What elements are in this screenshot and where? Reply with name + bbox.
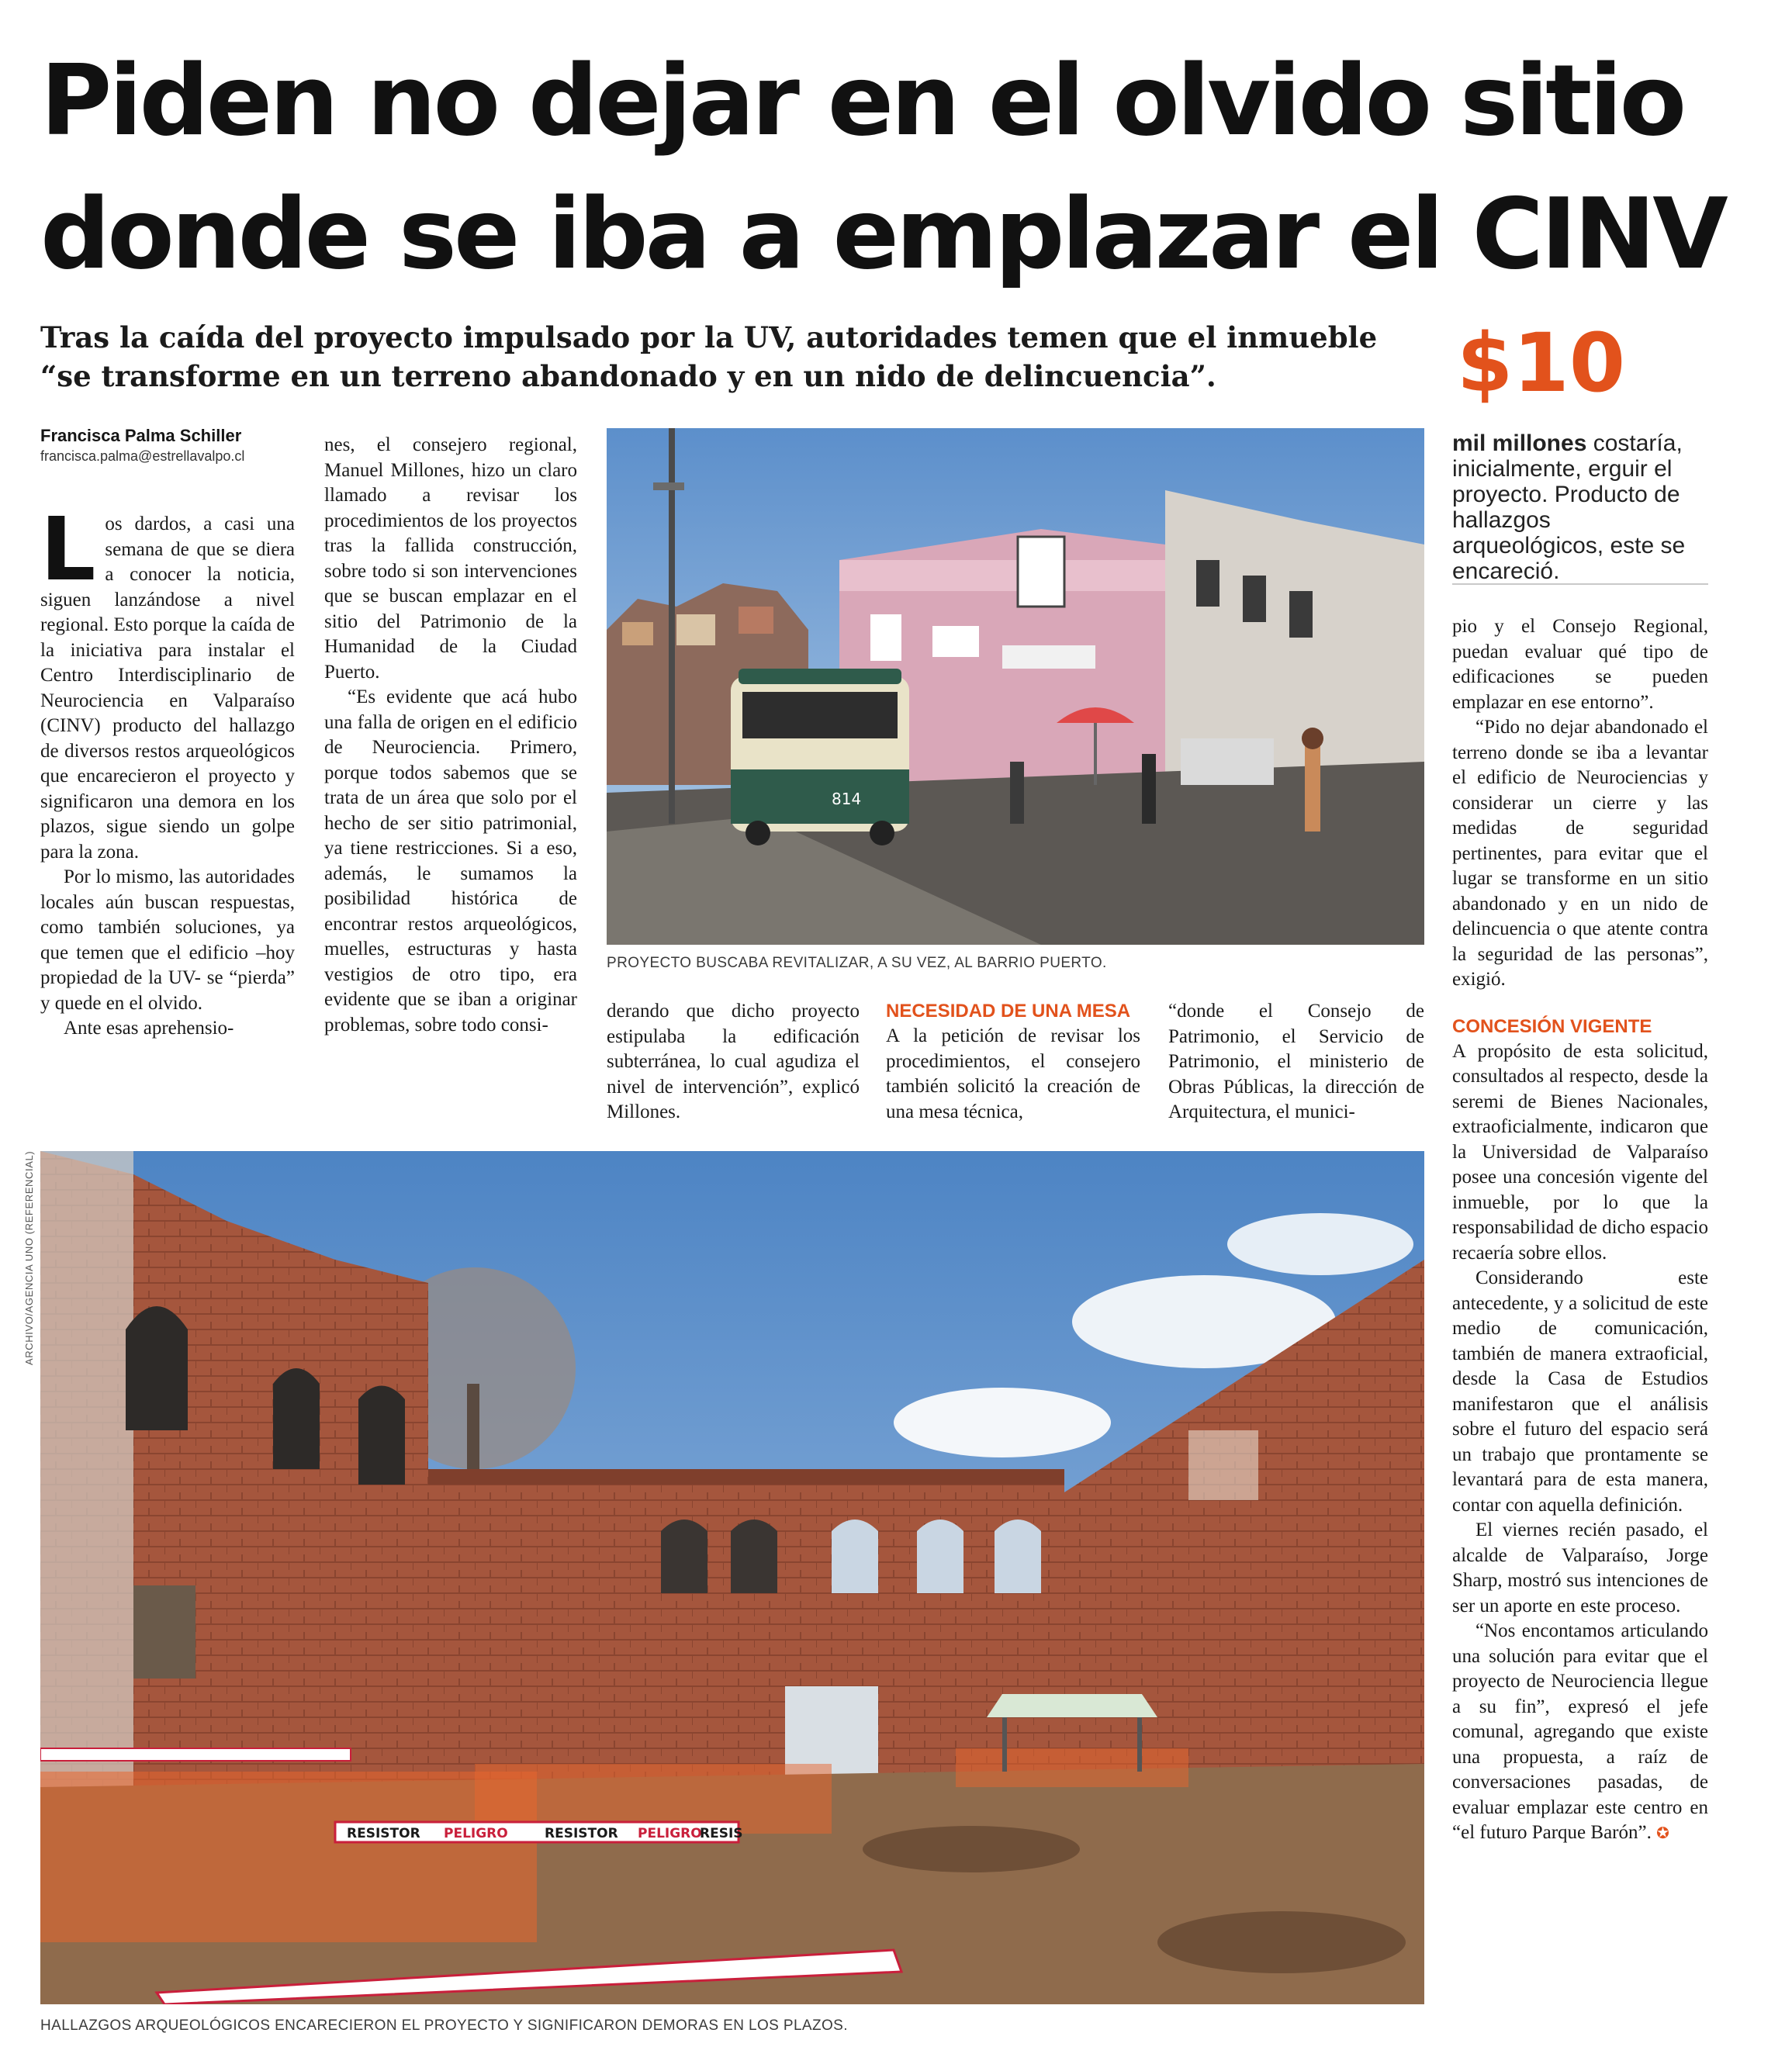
article-column-6: [1452, 614, 1708, 2042]
col6-paragraph-3: A propósito de esta solicitud, consultados al respecto, desde la seremi de Bienes Nacionales, extraoficialmente, indicaron que la Universidad de Valparaíso posee una concesión vigente del inmueble, por lo que la responsabilidad de dicho espacio recaería sobre ellos.: [1452, 1040, 1708, 1264]
col6-paragraph-2: “Pido no dejar abandonado el terreno donde se iba a levantar el edificio de Neurociencias y considerar un cierre y las medidas de seguridad pertinentes, para evitar que el lugar se transforme en un sitio abandonado y en un nido de delincuencia o que atente contra la seguridad de las personas”, exigió.: [1452, 717, 1708, 990]
col6-paragraph-6-text: “Nos encontamos articulando una solución para evitar que el proyecto de Neurociencia llegue a su fin”, expresó el jefe comunal, agregando que existe una propuesta, a raíz de conversaciones pasadas, de evaluar emplazar este centro en “el futuro Parque Barón”.: [1452, 1620, 1708, 1843]
byline: [40, 425, 281, 467]
col1-paragraph-2: Por lo mismo, las autoridades locales aún buscan respuestas, como también soluciones, ya que temen que el edificio –hoy propiedad de la UV- se “pierda” y quede en el olvido.: [40, 866, 295, 1014]
dropcap: L: [40, 512, 96, 600]
col5-paragraph-1: “donde el Consejo de Patrimonio, el Servicio de Patrimonio, el ministerio de Obras Públicas, la dirección de Arquitectura, el munici-: [1168, 1001, 1424, 1122]
stat-value: $10: [1457, 316, 1626, 410]
article-column-5: [1168, 999, 1424, 1139]
deck-line-2: “se transforme en un terreno abandonado y en un nido de delincuencia”.: [40, 359, 1216, 393]
tape-word-3: RESISTOR: [545, 1826, 618, 1841]
col6-paragraph-1: pio y el Consejo Regional, puedan evaluar qué tipo de edificaciones se pueden emplazar en ese entorno”.: [1452, 616, 1708, 713]
author-name: Francisca Palma Schiller: [40, 426, 242, 445]
photo-credit: ARCHIVO/AGENCIA UNO (REFERENCIAL): [23, 1150, 35, 1365]
col6-paragraph-4: Considerando este antecedente, y a solicitud de este medio de comunicación, también de manera extraoficial, desde la Casa de Estudios manifestaron que el análisis sobre el futuro del espacio será un trabajo que prontamente se levantará para de esta manera, contar con aquella definición.: [1452, 1267, 1708, 1516]
headline-line-2: donde se iba a emplazar el CINV: [40, 177, 1725, 291]
subhead-concesion: CONCESIÓN VIGENTE: [1452, 1015, 1652, 1037]
stat-description: [1452, 430, 1708, 584]
article-column-2: [324, 433, 577, 1139]
tape-word-2: PELIGRO: [444, 1826, 508, 1841]
col3-paragraph-1: derando que dicho proyecto estipulaba la edificación subterránea, lo cual agudiza el nivel de intervención”, explicó Millones.: [607, 1001, 860, 1122]
tape-word-5: RESIS: [700, 1826, 743, 1841]
bottom-photo-caption: HALLAZGOS ARQUEOLÓGICOS ENCARECIERON EL PROYECTO Y SIGNIFICARON DEMORAS EN LOS PLAZOS.: [40, 2017, 848, 2034]
col1-paragraph-3: Ante esas aprehensio-: [64, 1018, 234, 1039]
col6-paragraph-6: [1452, 1619, 1708, 1846]
street-scene-image: [607, 428, 1424, 945]
subhead-necesidad: NECESIDAD DE UNA MESA: [886, 1001, 1131, 1022]
article-column-1: [40, 512, 295, 1140]
article-column-3: [607, 999, 860, 1139]
deck-line-1: Tras la caída del proyecto impulsado por la UV, autoridades temen que el inmueble: [40, 320, 1378, 354]
stat-lead: mil millones: [1452, 430, 1587, 456]
col2-paragraph-1: nes, el consejero regional, Manuel Millones, hizo un claro llamado a revisar los procedimientos de los proyectos tras la fallida construcción, sobre todo si son intervenciones que se buscan emplazar en el sitio del Patrimonio de la Humanidad de la Ciudad Puerto.: [324, 434, 577, 683]
top-photo-caption: PROYECTO BUSCABA REVITALIZAR, A SU VEZ, AL BARRIO PUERTO.: [607, 955, 1107, 971]
headline-line-1: Piden no dejar en el olvido sitio: [40, 43, 1684, 157]
col1-paragraph-1: os dardos, a casi una semana de que se diera a conocer la noticia, siguen lanzándose a nivel regional. Esto porque la caída de la iniciativa para instalar el Centro Interdisciplinario de Neurociencia en Valparaíso (CINV) producto del hallazgo de diversos restos arqueológicos que encarecieron el proyecto y significaron una demora en los plazos, sigue siendo un golpe para la zona.: [40, 513, 295, 863]
article-column-4: [886, 999, 1140, 1139]
tape-word-4: PELIGRO: [638, 1826, 702, 1841]
tape-word-1: RESISTOR: [347, 1826, 420, 1841]
col4-paragraph-1: A la petición de revisar los procedimientos, el consejero también solicitó la creación de una mesa técnica,: [886, 1025, 1140, 1122]
bottom-photo-ruins: [40, 1151, 1424, 2004]
author-email[interactable]: francisca.palma@estrellavalpo.cl: [40, 448, 245, 464]
top-photo-street: [607, 428, 1424, 945]
stat-text: costaría, inicialmente, erguir el proyecto. Producto de hallazgos arqueológicos, este se encareció.: [1452, 430, 1686, 584]
col2-paragraph-2: “Es evidente que acá hubo una falla de origen en el edificio de Neurociencia. Primero, porque todos sabemos que se trata de un área que solo por el hecho de ser sitio patrimonial, ya tiene restricciones. Si a eso, además, le sumamos la posibilidad histórica de encontrar restos arqueológicos, muelles, estructuras y hasta vestigios de otro tipo, era evidente que se iban a originar problemas, sobre todo consi-: [324, 686, 577, 1036]
ruins-scene-image: [40, 1151, 1424, 2004]
stat-divider: [1452, 583, 1708, 585]
col6-paragraph-5: El viernes recién pasado, el alcalde de Valparaíso, Jorge Sharp, mostró sus intenciones de ser un aporte en este proceso.: [1452, 1520, 1708, 1616]
headline: [40, 34, 1763, 301]
bus-number: 814: [832, 790, 862, 808]
end-mark-icon: ✪: [1656, 1824, 1669, 1842]
deck: [40, 318, 1406, 396]
